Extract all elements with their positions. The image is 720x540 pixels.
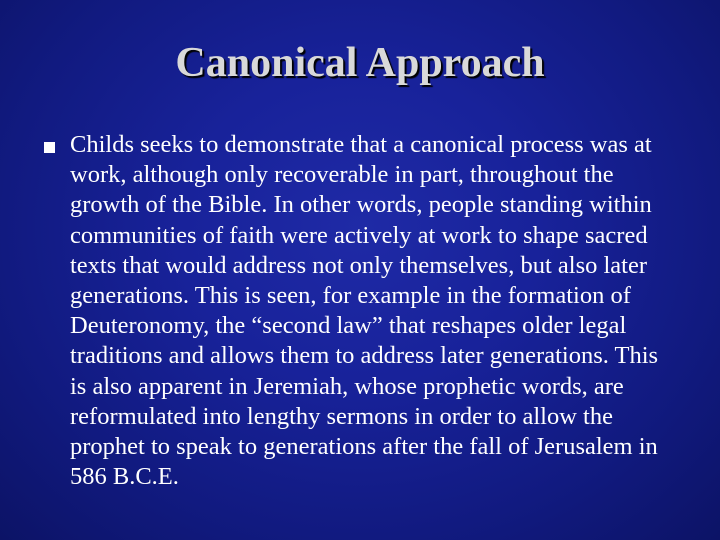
square-bullet-icon: [44, 142, 55, 153]
slide-title: Canonical Approach: [175, 40, 545, 86]
bullet-text: Childs seeks to demonstrate that a canonical process was at work, although only recoverable in part, throughout the growth of the Bible. In other words, people standing within communities of faith were actively at work to shape sacred texts that would address not only themselves, but also later generations. This is seen, for example in the formation of Deuteronomy, the “second law” that reshapes older legal traditions and allows them to address later generations. This is also apparent in Jeremiah, whose prophetic words, are reformulated into lengthy sermons in order to allow the prophet to speak to generations after the fall of Jerusalem in 586 B.C.E.: [70, 131, 659, 491]
